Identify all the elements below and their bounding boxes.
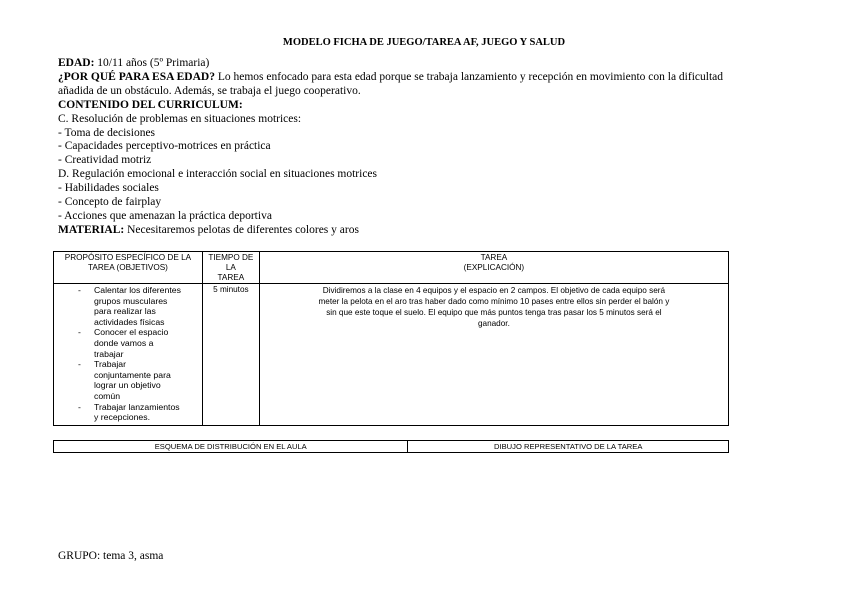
contenido-heading [58,99,758,113]
task-header-line: TAREA [480,253,508,262]
objective-item [54,402,198,423]
objective-line: para realizar las [94,306,156,317]
objective-line: Trabajar lanzamientos [94,401,180,412]
task-drawing-header: DIBUJO REPRESENTATIVO DE LA TAREA [408,441,729,453]
document-body [58,57,758,238]
contenido-item: - Toma de decisiones [58,126,156,139]
objective-line: y recepciones. [94,412,151,423]
objectives-header [54,252,203,284]
edad-label: EDAD: [58,57,95,69]
porque-text-1: Lo hemos enfocado para esta edad porque se trabaja lanzamiento y recepción en movimiento con la dificultad [214,70,724,83]
objective-line: conjuntamente para [94,369,171,380]
objective-line: lograr un objetivo [94,380,161,391]
edad-value: 10/11 años (5º Primaria) [94,57,210,69]
task-header [259,252,728,284]
task-description-line: sin que este toque el suelo. El equipo que más puntos tenga tras pasar los 5 minutos será el [326,308,662,317]
contenido-item: - Capacidades perceptivo-motrices en práctica [58,140,271,153]
objective-line: actividades físicas [94,316,165,327]
objective-line: grupos musculares [94,295,168,306]
task-table-body-row [54,284,729,426]
task-description-line: meter la pelota en el aro tras haber dado como mínimo 10 pases entre ellos sin perder el balón y [318,297,670,306]
scheme-table-header-row [54,441,729,453]
task-header-line: (EXPLICACIÓN) [463,263,525,272]
porque-line-2: añadida de un obstáculo. Además, se trabaja el juego cooperativo. [58,84,361,97]
time-header-line: TIEMPO DE LA [208,253,254,272]
objective-dash: - [78,285,81,295]
contenido-item: - Creatividad motriz [58,154,152,167]
time-header-line: TAREA [217,273,245,282]
objective-item [54,285,198,327]
objective-line: Trabajar [94,359,127,370]
objective-dash: - [78,401,81,412]
objectives-header-line: TAREA (OBJETIVOS) [87,263,168,272]
document-title: MODELO FICHA DE JUEGO/TAREA AF, JUEGO Y SALUD [282,37,566,48]
task-table [53,251,729,426]
task-description-cell [259,284,728,426]
task-description-line: Dividiremos a la clase en 4 equipos y el espacio en 2 campos. El objetivo de cada equipo será [322,286,666,295]
objective-dash: - [78,359,81,370]
objective-line: donde vamos a [94,337,154,348]
scheme-distribution-header: ESQUEMA DE DISTRIBUCIÓN EN EL AULA [54,441,408,453]
objective-line: común [94,390,121,401]
material-value: Necesitaremos pelotas de diferentes colores y aros [124,223,359,236]
objective-line: Calentar los diferentes [94,285,181,295]
contenido-item: - Acciones que amenazan la práctica deportiva [58,209,272,222]
scheme-table [53,440,729,453]
porque-line-1 [58,71,758,85]
contenido-item: C. Resolución de problemas en situaciones motrices: [58,112,302,125]
time-header [202,252,259,284]
contenido-item: - Concepto de fairplay [58,196,162,209]
objective-line: Conocer el espacio [94,327,169,338]
time-cell: 5 minutos [202,284,259,426]
objectives-list [54,285,198,423]
contenido-label: CONTENIDO DEL CURRICULUM: [58,98,243,111]
material-line [58,224,758,238]
task-table-header-row [54,252,729,284]
contenido-item: D. Regulación emocional e interacción social en situaciones motrices [58,168,378,181]
objectives-header-line: PROPÓSITO ESPECÍFICO DE LA [64,253,192,262]
task-description-line: ganador. [477,319,510,328]
objective-item [54,327,198,359]
objectives-cell [54,284,203,426]
objective-line: trabajar [94,348,124,359]
contenido-item: - Habilidades sociales [58,182,159,195]
objective-dash: - [78,327,81,338]
objective-item [54,359,198,401]
material-label: MATERIAL: [58,223,125,236]
porque-label: ¿POR QUÉ PARA ESA EDAD? [58,70,215,83]
edad-line [58,57,758,71]
grupo-footer: GRUPO: tema 3, asma [58,550,164,562]
